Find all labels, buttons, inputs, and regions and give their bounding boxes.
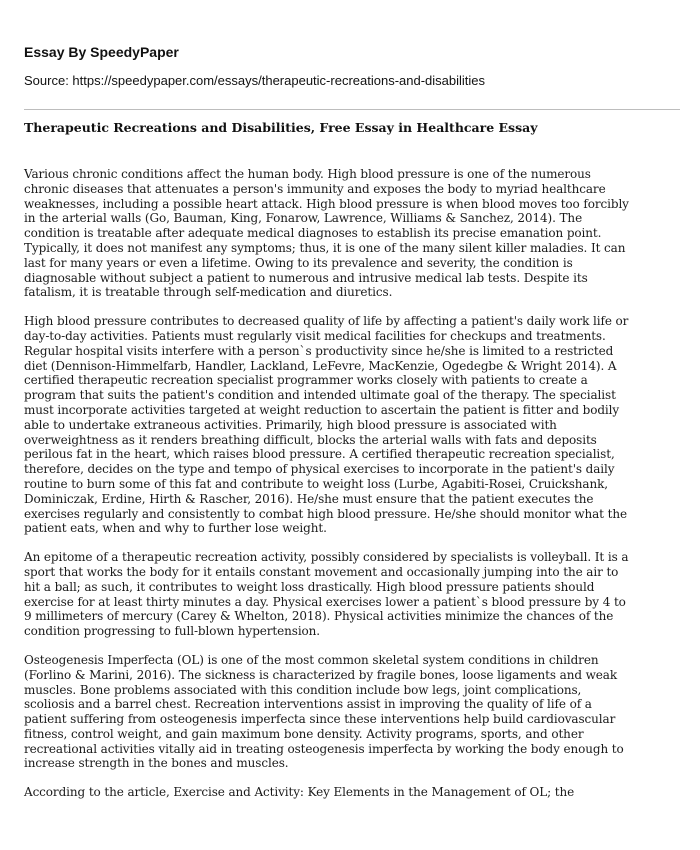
paragraph-line: sport that works the body for it entails constant movement and occasionally jumping into the air to [24, 564, 619, 579]
paragraph-line: exercises regularly and consistently to combat high blood pressure. He/she should monitor what the [24, 506, 627, 521]
paragraph-line: able to undertake extraneous activities. Primarily, high blood pressure is associated with [24, 417, 557, 432]
essay-paragraph-4 [24, 653, 684, 771]
paragraph-line: overweightness as it renders breathing difficult, blocks the arterial walls with fats and deposits [24, 432, 597, 447]
paragraph-line: diagnosable without subject a patient to numerous and intrusive medical lab tests. Despite its [24, 270, 588, 285]
essay-paragraph-2 [24, 314, 684, 536]
paragraph-line: Various chronic conditions affect the human body. High blood pressure is one of the numerous [24, 167, 591, 181]
paragraph-line: last for many years or even a lifetime. Owing to its prevalence and severity, the condition is [24, 255, 573, 270]
essay-title: Therapeutic Recreations and Disabilities, Free Essay in Healthcare Essay [24, 120, 538, 135]
essay-paragraph-5 [24, 785, 684, 800]
paragraph-line: patient eats, when and why to further lose weight. [24, 521, 327, 536]
essay-body [24, 167, 684, 814]
header-divider [24, 109, 680, 110]
paragraph-line: recreational activities vitally aid in treating osteogenesis imperfecta by working the body enough to [24, 741, 624, 756]
paragraph-line: scoliosis and a barrel chest. Recreation interventions assist in improving the quality of life of a [24, 697, 592, 712]
source-line: Source: https://speedypaper.com/essays/therapeutic-recreations-and-disabilities [24, 73, 486, 88]
paragraph-line: exercise for at least thirty minutes a day. Physical exercises lower a patient`s blood pressure by 4 to [24, 594, 626, 609]
paragraph-line: diet (Dennison-Himmelfarb, Handler, Lackland, LeFevre, MacKenzie, Ogedegbe & Wright 2014). A [24, 358, 617, 373]
paragraph-line: condition is treatable after adequate medical diagnoses to establish its precise emanation point. [24, 226, 602, 241]
document-header-title: Essay By SpeedyPaper [24, 44, 179, 60]
paragraph-line: Typically, it does not manifest any symptoms; thus, it is one of the many silent killer maladies. It can [24, 240, 626, 255]
paragraph-line: routine to burn some of this fat and contribute to weight loss (Lurbe, Agabiti-Rosei, Cruickshank, [24, 476, 608, 491]
paragraph-line: hit a ball; as such, it contributes to weight loss drastically. High blood pressure patients should [24, 579, 595, 594]
paragraph-line: program that suits the patient's condition and intended ultimate goal of the therapy. The specialist [24, 388, 616, 403]
paragraph-line: muscles. Bone problems associated with this condition include bow legs, joint complications, [24, 682, 582, 697]
paragraph-line: condition progressing to full-blown hypertension. [24, 624, 321, 639]
paragraph-line: certified therapeutic recreation specialist programmer works closely with patients to create a [24, 373, 588, 388]
paragraph-line: An epitome of a therapeutic recreation activity, possibly considered by specialists is volleyball. It is a [24, 550, 629, 565]
paragraph-line: fitness, control weight, and gain maximum bone density. Activity programs, sports, and other [24, 726, 584, 741]
paragraph-line: perilous fat in the heart, which raises blood pressure. A certified therapeutic recreation specialist, [24, 447, 615, 462]
paragraph-line: therefore, decides on the type and tempo of physical exercises to incorporate in the patient's daily [24, 462, 615, 477]
paragraph-line: 9 millimeters of mercury (Carey & Whelton, 2018). Physical activities minimize the chances of the [24, 609, 614, 624]
paragraph-line: must incorporate activities targeted at weight reduction to ascertain the patient is fitter and bodily [24, 402, 620, 417]
paragraph-line: patient suffering from osteogenesis imperfecta since these interventions help build cardiovascular [24, 712, 616, 727]
paragraph-line: (Forlino & Marini, 2016). The sickness is characterized by fragile bones, loose ligaments and weak [24, 667, 618, 682]
paragraph-line: weaknesses, including a possible heart attack. High blood pressure is when blood moves too forcibly [24, 196, 629, 211]
paragraph-line: in the arterial walls (Go, Bauman, King, Fonarow, Lawrence, Williams & Sanchez, 2014). The [24, 211, 583, 226]
paragraph-line: chronic diseases that attenuates a person's immunity and exposes the body to myriad healthcare [24, 181, 606, 196]
paragraph-line: Regular hospital visits interfere with a person`s productivity since he/she is limited to a restricted [24, 343, 614, 358]
paragraph-line: increase strength in the bones and muscles. [24, 756, 289, 771]
paragraph-line: Dominiczak, Erdine, Hirth & Rascher, 2016). He/she must ensure that the patient executes the [24, 491, 594, 506]
paragraph-line: According to the article, Exercise and Activity: Key Elements in the Management of OL; the [24, 785, 575, 800]
paragraph-line: fatalism, it is treatable through self-medication and diuretics. [24, 285, 393, 300]
essay-paragraph-3 [24, 550, 684, 639]
paragraph-line: Osteogenesis Imperfecta (OL) is one of the most common skeletal system conditions in children [24, 652, 599, 667]
paragraph-line: High blood pressure contributes to decreased quality of life by affecting a patient's daily work life or [24, 314, 629, 329]
paragraph-line: day-to-day activities. Patients must regularly visit medical facilities for checkups and treatments. [24, 328, 606, 343]
essay-paragraph-1 [24, 167, 684, 300]
